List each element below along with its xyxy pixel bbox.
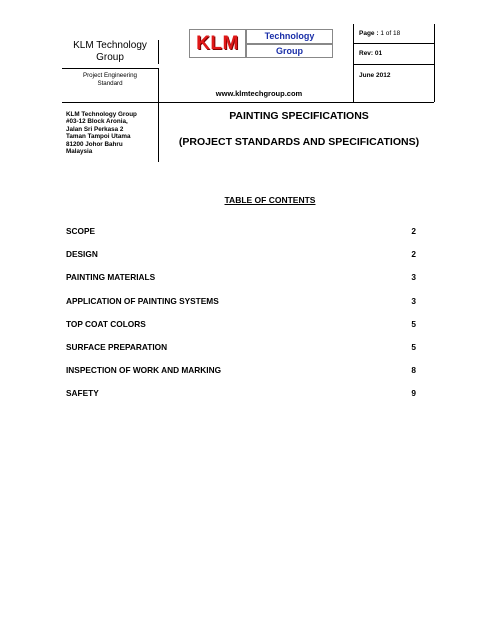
document-title: PAINTING SPECIFICATIONS	[229, 110, 369, 122]
header-right-edge	[434, 24, 435, 102]
toc-entry-title: PAINTING MATERIALS	[66, 272, 156, 283]
header-hline-full-bottom	[62, 102, 434, 103]
header-hline-right-1	[353, 43, 434, 44]
issue-date: June 2012	[359, 72, 391, 79]
toc-entry-title: SURFACE PREPARATION	[66, 341, 168, 352]
toc-entry-page: 8	[411, 365, 416, 376]
header-divider-left-bottom	[158, 68, 159, 162]
company-address	[66, 111, 158, 155]
page-label: Page :	[359, 30, 379, 37]
document-subtitle: (PROJECT STANDARDS AND SPECIFICATIONS)	[178, 136, 420, 148]
standard-label-line1: Project Engineering	[82, 72, 137, 79]
company-name-line2: Group	[96, 52, 124, 63]
toc-list	[66, 226, 416, 412]
toc-entry[interactable]	[66, 296, 416, 319]
toc-entry[interactable]	[66, 272, 416, 295]
toc-entry-title: APPLICATION OF PAINTING SYSTEMS	[66, 295, 219, 306]
toc-entry[interactable]	[66, 226, 416, 249]
toc-entry[interactable]	[66, 342, 416, 365]
page-number	[359, 30, 400, 37]
company-name	[62, 40, 158, 64]
logo-klm-text: KLM	[189, 29, 246, 58]
toc-entry-page: 3	[411, 295, 416, 306]
address-line: #03-12 Block Aronia,	[66, 118, 128, 126]
header-hline-left-mid	[62, 68, 158, 69]
page-value: 1 of 18	[380, 30, 401, 37]
address-line: Taman Tampoi Utama	[66, 133, 131, 141]
toc-entry-page: 2	[411, 249, 416, 260]
address-line: Malaysia	[66, 148, 93, 156]
header-divider-right	[353, 24, 354, 102]
toc-entry-page: 3	[411, 272, 416, 283]
logo-technology-text: Technology	[246, 29, 333, 44]
toc-entry-page: 5	[411, 341, 416, 352]
toc-entry[interactable]	[66, 249, 416, 272]
company-name-line1: KLM Technology	[73, 40, 147, 51]
standard-label-line2: Standard	[97, 80, 123, 87]
toc-entry-title: TOP COAT COLORS	[66, 318, 146, 329]
standard-label	[62, 72, 158, 88]
klm-logo	[189, 29, 331, 57]
toc-entry[interactable]	[66, 388, 416, 411]
website-url: www.klmtechgroup.com	[215, 89, 303, 98]
address-line: Jalan Sri Perkasa 2	[66, 125, 124, 133]
toc-entry-title: DESIGN	[66, 249, 98, 260]
toc-entry-title: INSPECTION OF WORK AND MARKING	[66, 365, 222, 376]
toc-entry-title: SCOPE	[66, 226, 96, 236]
toc-entry-title: SAFETY	[66, 388, 99, 399]
toc-entry-page: 9	[411, 388, 416, 399]
toc-entry-page: 2	[411, 226, 416, 236]
revision: Rev: 01	[359, 50, 383, 57]
address-line: 81200 Johor Bahru	[66, 140, 123, 148]
toc-entry[interactable]	[66, 365, 416, 388]
toc-heading: TABLE OF CONTENTS	[224, 195, 316, 205]
header-hline-right-2	[353, 64, 434, 65]
toc-entry-page: 5	[411, 318, 416, 329]
logo-group-text: Group	[246, 44, 333, 58]
toc-entry[interactable]	[66, 319, 416, 342]
header-divider-left-top	[158, 40, 159, 64]
address-line: KLM Technology Group	[66, 111, 137, 118]
